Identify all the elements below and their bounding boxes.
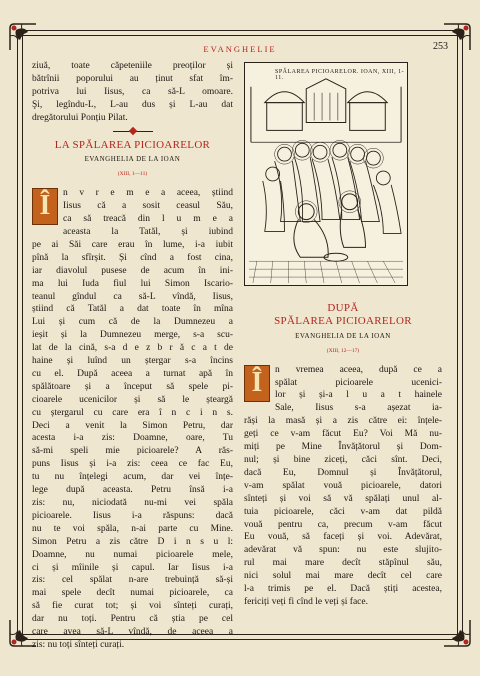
dropcap-initial: Î [32,188,58,225]
text-line: geți ce v-am făcut Eu? Voi Mă nu- [244,429,442,440]
left-column [32,60,233,652]
text-line: dacă Eu, Domnul și Învățătorul, [244,467,442,478]
text-line: nici solul mai mare decît cel care [244,571,442,582]
text-line: zis: nu toți sînteți curați. [32,639,125,650]
dropcap-initial: Î [244,365,270,402]
text-line: Lui și cum că de la Dumnezeu a [32,317,233,328]
text-line: sînteți și voi să vă spălați unul al- [244,493,442,504]
text-line: Doamne, nu numai picioarele mele, [32,549,233,560]
text-line: să fie curat tot; și voi sînteți curați, [32,601,233,612]
text-line: cu ștergarul cu care era î n c i n s. [32,407,233,418]
text-line: picioarele. Iisus i-a răspuns: dacă [32,510,233,521]
section-title: DUPĂ [327,302,359,314]
text-line: iar diavolul pusese de acum în ini- [32,265,233,276]
text-line: spălătoare și a început să spele pi- [32,381,233,392]
text-line: haine și luînd un ștergar s-a încins [32,356,233,367]
text-line: teanul gîndul ca să-L vîndă, Iisus, [32,291,233,302]
text-line: potriva lui Iisus, ca să-L omoare. [32,86,233,97]
text-line: lor și și-a l u a t hainele [275,390,442,401]
right-column [244,300,442,609]
foot-washing-illustration [244,62,408,286]
text-line: mai spele decît numai picioarele, ca [32,588,233,599]
dropcap-paragraph [32,187,233,239]
text-line: să-mi speli mie picioarele? A răs- [32,446,233,457]
section-title: LA SPĂLAREA PICIOARELOR [54,138,211,151]
text-line: Simon Petru a zis către D i n s u l: [32,536,233,547]
running-head: EVANGHELIE [203,44,277,54]
text-line: acesta i-a zis: Doamne, oare, Tu [32,433,233,444]
text-line: răși la masă și a zis către ei: înțele- [244,416,442,427]
text-line: tu nu înțelegi acum, dar vei înțe- [32,472,233,483]
text-line: Iisus că a sosit ceasul Său, [63,201,233,212]
text-line: lege după aceasta. Petru însă i-a [32,485,233,496]
dropcap-paragraph [244,364,442,416]
text-line: rul mai mare decît stăpînul său, [244,558,442,569]
text-line: n vremea aceea, după ce a [275,364,442,375]
text-line: v-am spălat vouă picioarele, datori [244,480,442,491]
verse-reference: (XIII, 1—11) [117,171,148,178]
text-line: puns Iisus și i-a zis: ceea ce fac Eu, [32,459,233,470]
text-line: știind că Tatăl a dat toate în mîna [32,304,233,315]
text-line: miți pe Mine Învățătorul și Dom- [244,442,442,453]
text-line: ma lui Iuda fiul lui Simon Iscario- [32,278,233,289]
text-line: cioarele ucenicilor și să le șteargă [32,394,233,405]
section-subtitle: EVANGHELIA DE LA IOAN [295,331,391,340]
text-line: nu te voi spăla, n-ai parte cu Mine. [32,523,233,534]
intro-paragraph [32,60,233,125]
section-title: SPĂLAREA PICIOARELOR [274,314,412,327]
text-line: fericiți veți fi cînd le veți și face. [244,596,368,607]
text-line: Şi, legîndu-L, L-au dus și L-au dat [32,99,233,110]
text-line: dregătorului Ponțiu Pilat. [32,112,128,123]
text-line: care avea să-L vîndă, de aceea a [32,627,233,638]
text-line: aceasta la Tatăl, și iubind [63,226,233,237]
section-divider [113,127,153,135]
text-line: tuia picioarele, căci v-am dat pildă [244,506,442,517]
text-line: ieșit și la Dumnezeu merge, s-a scu- [32,330,233,341]
text-line: ca să treacă din l u m e a [63,214,233,225]
text-line: lat de la cină, s-a d e z b r ă c a t de [32,343,233,354]
text-line: Sale, Iisus s-a așezat ia- [275,403,442,414]
illustration-caption: SPĂLAREA PICIOARELOR. IOAN, XIII, 1-11. [275,69,405,81]
text-line: ziuă, toate căpeteniile preoților și [32,61,233,71]
section-subtitle: EVANGHELIA DE LA IOAN [84,155,181,164]
text-line: pînă la sfîrșit. Și cînd a fost cina, [32,252,233,263]
text-line: bătrînii poporului au ținut sfat îm- [32,73,233,84]
text-line: dar nu toți. Pentru că știa pe cel [32,614,233,625]
text-line: Eu vouă, să faceți și voi. Adevărat, [244,532,442,543]
text-line: ci și mîinile și capul. Iar Iisus i-a [32,562,233,573]
text-line: nul; și bine ziceți, căci sînt. Deci, [244,454,442,465]
text-line: adevărat vă spun: nu este slujito- [244,545,442,556]
text-line: vouă pentru ca, precum v-am făcut [244,519,442,530]
text-line: Deci a venit la Simon Petru, dar [32,420,233,431]
verse-reference: (XIII, 12—17) [326,347,360,354]
corner-ornament-icon [440,616,474,650]
body-text [244,415,442,609]
text-line: zis: cel spălat n-are trebuință să-și [32,575,233,586]
text-line: zis: nu, niciodată nu-mi vei spăla [32,498,233,508]
page-number: 253 [433,41,448,52]
body-text [32,239,233,652]
text-line: l-a trimis pe el. Dacă știți acestea, [244,584,442,595]
text-line: spălat picioarele ucenici- [275,377,442,388]
text-line: n v r e m e a aceea, știind [63,188,233,199]
text-line: pe ai Săi care erau în lume, i-a iubit [32,239,233,250]
text-line: cu el. După aceea a turnat apă în [32,368,233,379]
